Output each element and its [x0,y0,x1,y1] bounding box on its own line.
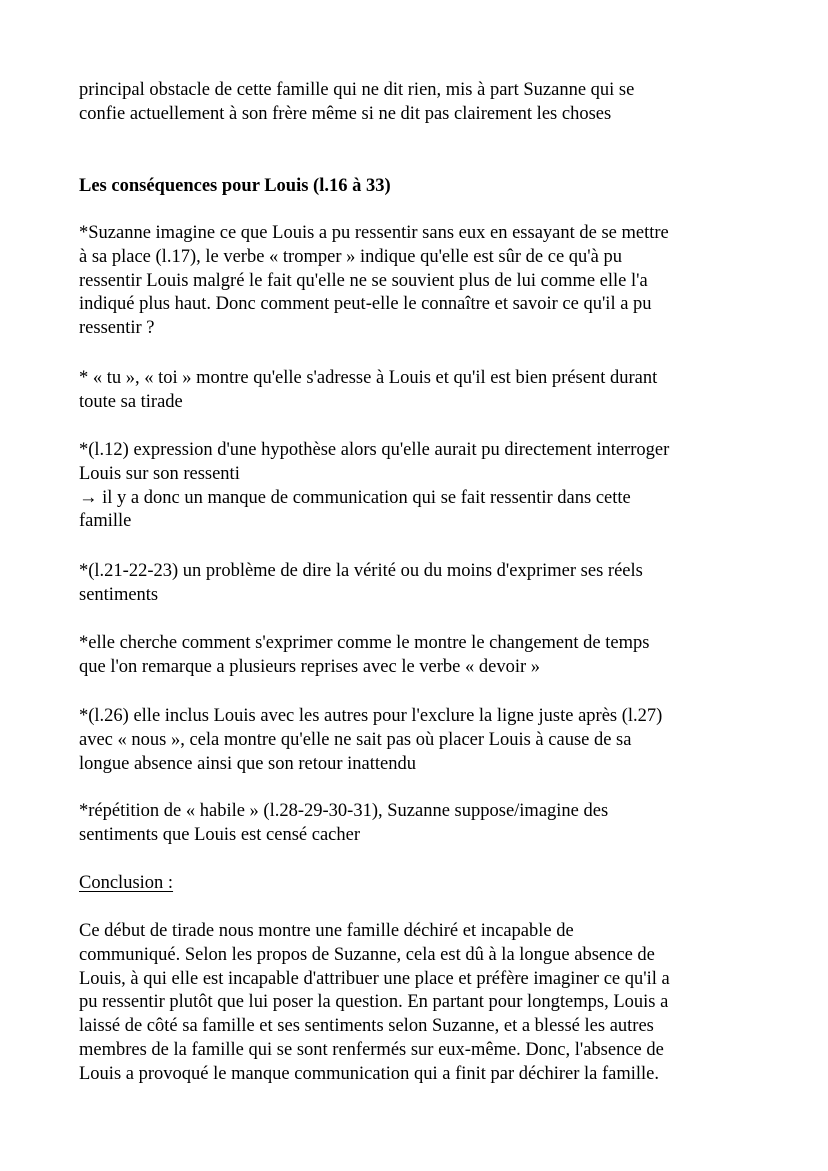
point-paragraph-4 [79,560,759,608]
text-line: ressentir Louis malgré le fait qu'elle ne se souvient plus de lui comme elle l'a [79,270,648,291]
point-paragraph-5 [79,632,759,680]
text-line: *elle cherche comment s'exprimer comme le montre le changement de temps [79,633,650,653]
conclusion-heading-text: Conclusion : [79,873,174,893]
point-paragraph-2 [79,367,759,415]
text-line: *(l.26) elle inclus Louis avec les autres pour l'exclure la ligne juste après (l.27) [79,706,663,726]
text-line: ressentir ? [79,318,155,339]
conclusion-paragraph [79,920,759,1087]
text-line: principal obstacle de cette famille qui ne dit rien, mis à part Suzanne qui se [79,80,635,100]
text-line: communiqué. Selon les propos de Suzanne, cela est dû à la longue absence de [79,944,655,965]
text-line: Louis sur son ressenti [79,463,240,484]
point-paragraph-6 [79,705,759,776]
text-line: laissé de côté sa famille et ses sentiments selon Suzanne, et a blessé les autres [79,1016,654,1037]
text-line: *(l.12) expression d'une hypothèse alors qu'elle aurait pu directement interroger [79,440,670,460]
text-line: que l'on remarque a plusieurs reprises avec le verbe « devoir » [79,656,541,677]
text-line: sentiments [79,584,159,605]
section-heading: Les conséquences pour Louis (l.16 à 33) [79,176,391,196]
text-line: confie actuellement à son frère même si ne dit pas clairement les choses [79,103,612,124]
text-line: * « tu », « toi » montre qu'elle s'adresse à Louis et qu'il est bien présent durant [79,368,658,388]
text-line: *Suzanne imagine ce que Louis a pu ressentir sans eux en essayant de se mettre [79,223,669,243]
point-paragraph-7 [79,800,759,848]
text-line: membres de la famille qui se sont renfermés sur eux-même. Donc, l'absence de [79,1039,664,1060]
text-line: sentiments que Louis est censé cacher [79,824,360,845]
text-line: longue absence ainsi que son retour inattendu [79,753,417,774]
text-line: toute sa tirade [79,391,183,412]
text-line: à sa place (l.17), le verbe « tromper » indique qu'elle est sûr de ce qu'à pu [79,246,622,267]
text-line: indiqué plus haut. Donc comment peut-elle le connaître et savoir ce qu'il a pu [79,294,652,315]
text-line: *(l.21-22-23) un problème de dire la vérité ou du moins d'exprimer ses réels [79,561,643,581]
text-line: avec « nous », cela montre qu'elle ne sait pas où placer Louis à cause de sa [79,729,632,750]
point-paragraph-3 [79,439,759,534]
point-paragraph-1 [79,222,759,341]
intro-paragraph [79,79,759,127]
text-line: *répétition de « habile » (l.28-29-30-31), Suzanne suppose/imagine des [79,801,609,821]
text-line: Ce début de tirade nous montre une famille déchiré et incapable de [79,921,574,941]
conclusion-heading [79,872,759,896]
text-line: famille [79,511,132,532]
text-line: Louis a provoqué le manque communication qui a finit par déchirer la famille. [79,1063,659,1084]
text-line: Louis, à qui elle est incapable d'attribuer une place et préfère imaginer ce qu'il a [79,968,670,989]
text-line: → il y a donc un manque de communication qui se fait ressentir dans cette [79,487,631,508]
text-line: pu ressentir plutôt que lui poser la question. En partant pour longtemps, Louis a [79,992,669,1013]
